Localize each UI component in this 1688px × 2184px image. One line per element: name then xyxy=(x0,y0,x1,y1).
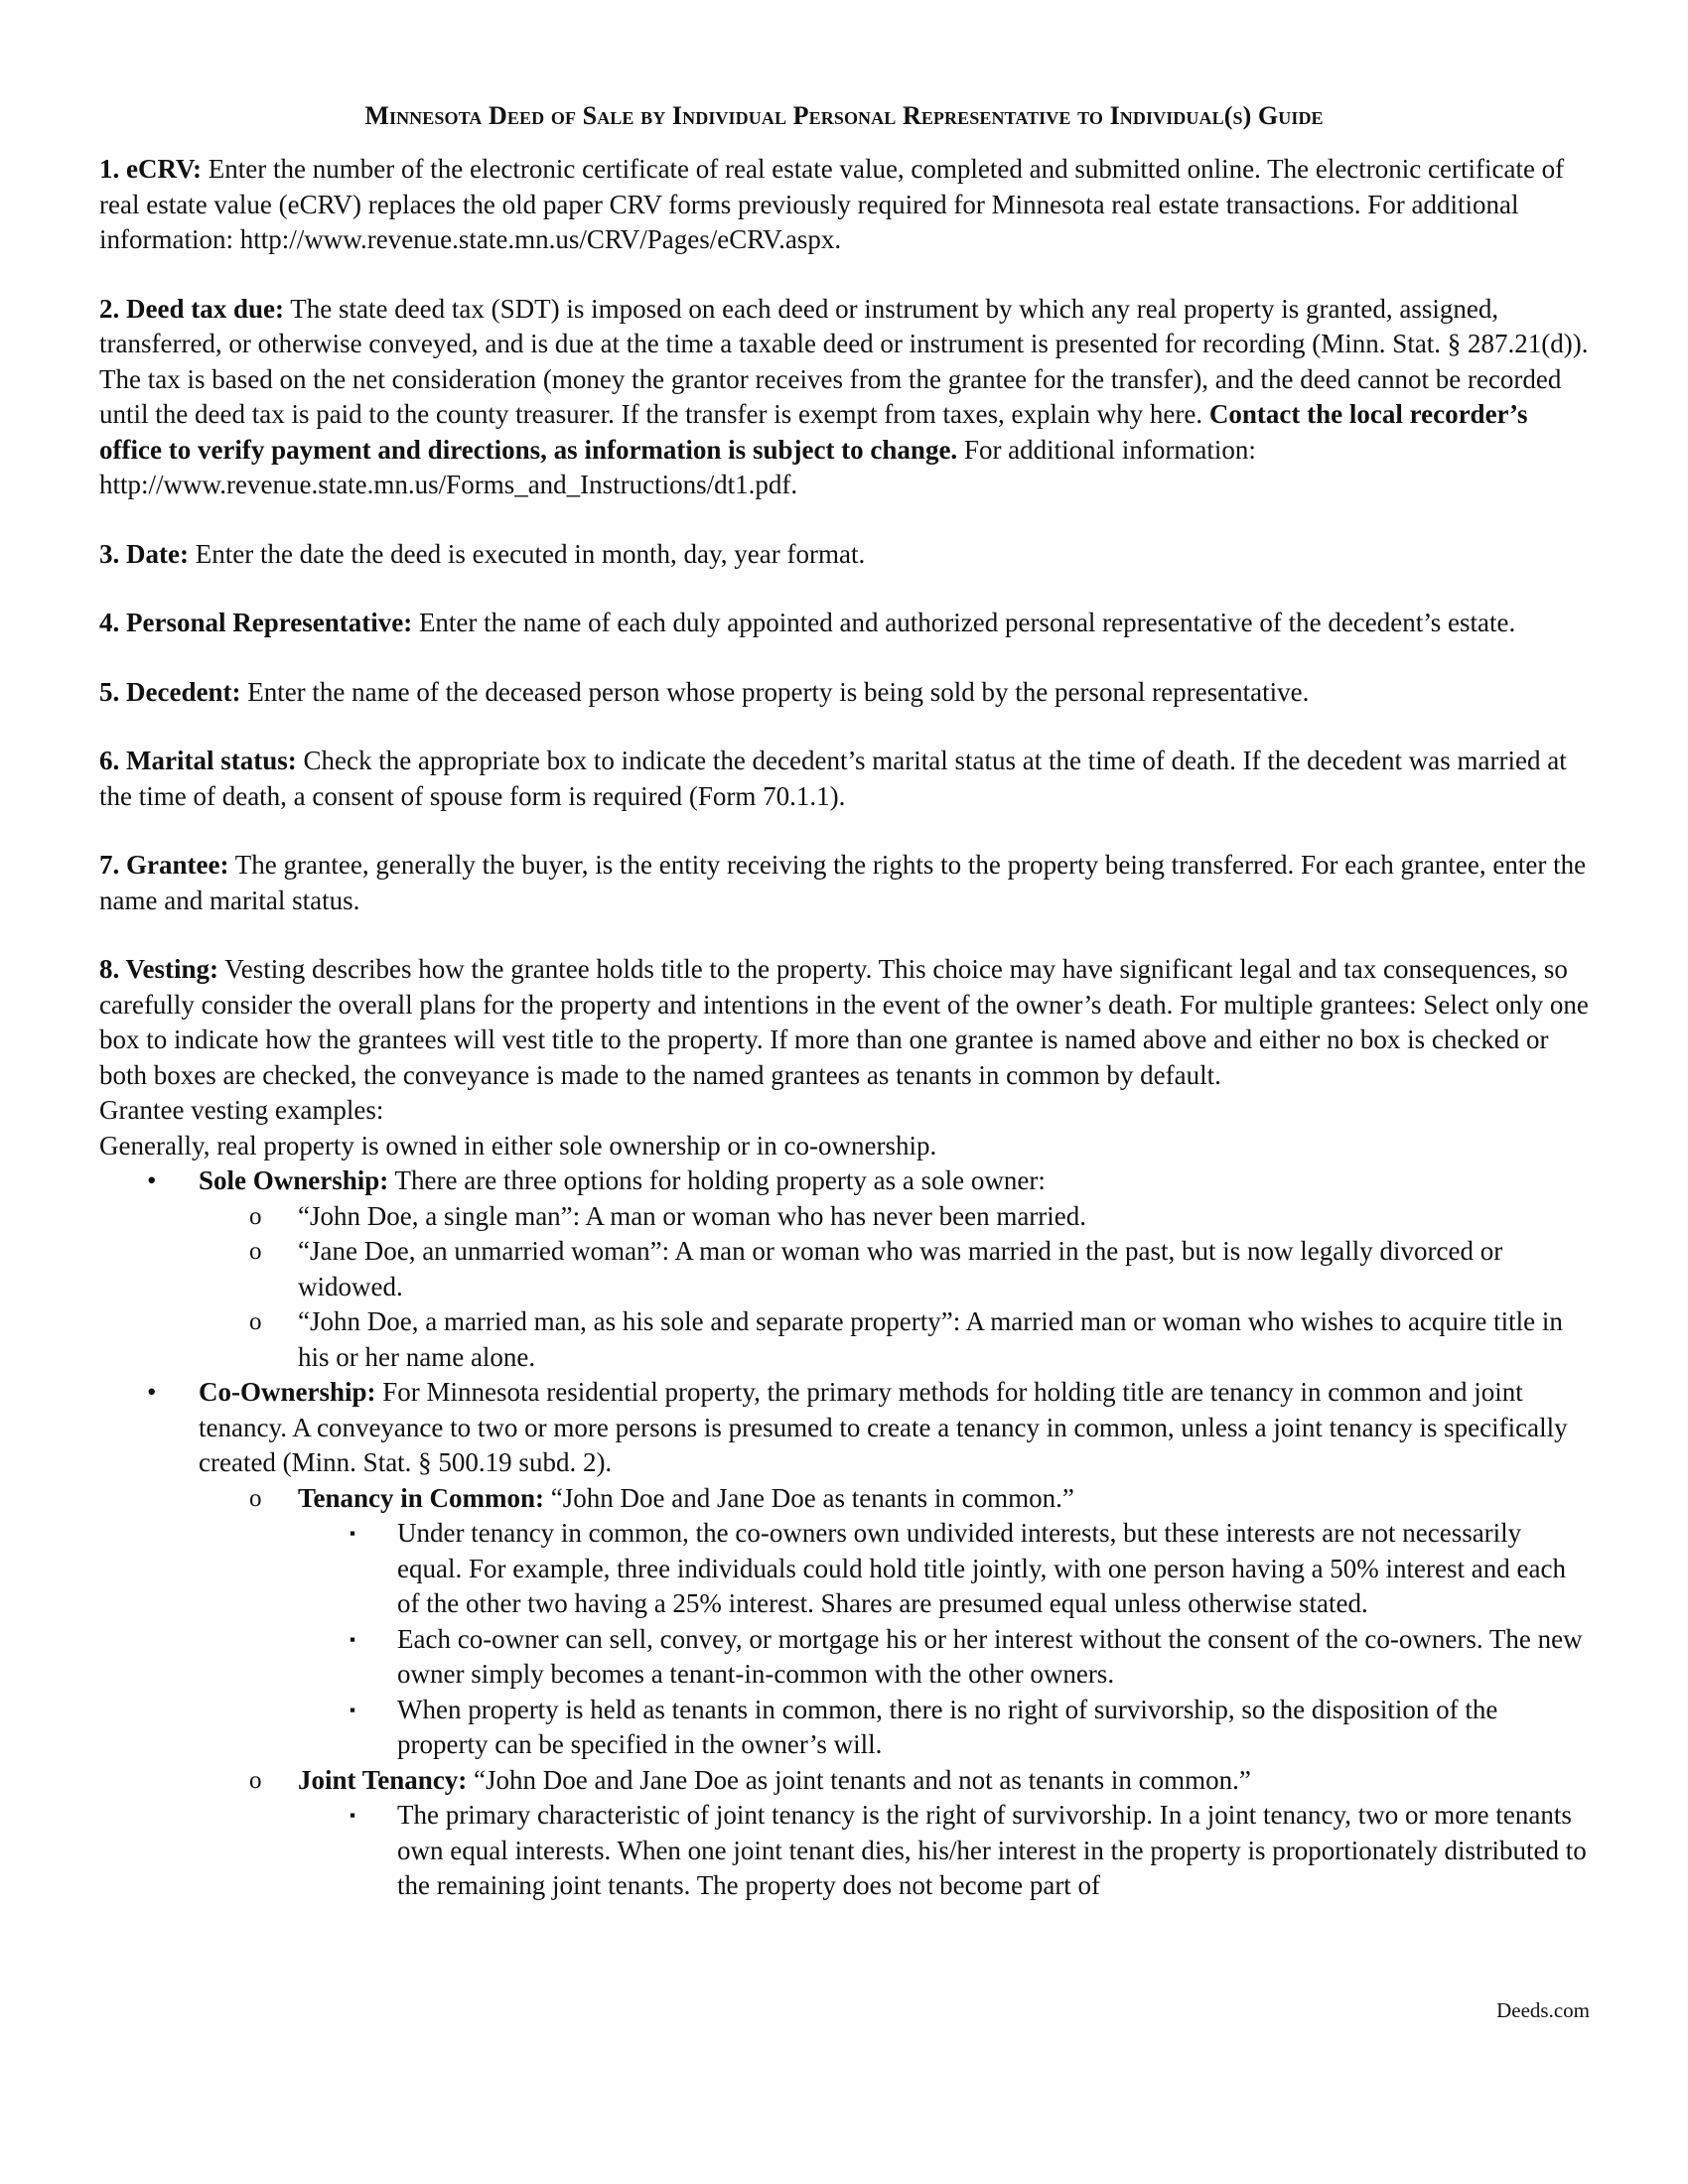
circle-bullet-icon: o xyxy=(249,1202,262,1230)
co-ownership-label: Co-Ownership: xyxy=(199,1377,376,1407)
list-item-sole-ownership xyxy=(99,1163,1589,1375)
detail-text: The primary characteristic of joint tenancy is the right of survivorship. In a joint tenancy, two or more tenants own equal interests. When one joint tenant dies, his/her interest in the property is proportionately distributed to the remaining joint tenants. The property does not become part of xyxy=(397,1800,1587,1900)
list-item-co-ownership xyxy=(99,1375,1589,1904)
section-grantee xyxy=(99,848,1589,918)
list-item xyxy=(298,1693,1589,1763)
circle-bullet-icon: o xyxy=(249,1238,262,1265)
section-personal-rep-label: 4. Personal Representative: xyxy=(99,608,413,637)
footer-brand: Deeds.com xyxy=(1496,1998,1590,2022)
section-vesting-text: Vesting describes how the grantee holds title to the property. This choice may have significant legal and tax consequences, so carefully consider the overall plans for the property and intentions in the event of the owner’s death. For multiple grantees: Select only one box to indicate how the grantees will vest title to the property. If more than one grantee is named above and either no box is checked or both boxes are checked, the conveyance is made to the named grantees as tenants in common by default. xyxy=(99,954,1589,1090)
section-deed-tax xyxy=(99,292,1589,503)
detail-text: Each co-owner can sell, convey, or mortgage his or her interest without the consent of the co-owners. The new owner simply becomes a tenant-in-common with the other owners. xyxy=(397,1623,1583,1689)
section-decedent-label: 5. Decedent: xyxy=(99,676,241,707)
section-ecrv-text: Enter the number of the electronic certificate of real estate value, completed and submitted online. The electronic certificate of real estate value (eCRV) replaces the old paper CRV forms previously required for Minnesota real estate transactions. For additional information: http://www.revenue.state.mn.us/CRV/Pages/eCRV.aspx. xyxy=(99,154,1565,254)
co-ownership-text: For Minnesota residential property, the primary methods for holding title are tenancy in common and joint tenancy. A conveyance to two or more persons is presumed to create a tenancy in common, unless a joint tenancy is specifically created (Minn. Stat. § 500.19 subd. 2). xyxy=(199,1377,1568,1477)
co-ownership-types xyxy=(199,1481,1589,1904)
square-bullet-icon: ▪ xyxy=(350,1700,356,1719)
sole-ownership-text: There are three options for holding property as a sole owner: xyxy=(388,1165,1046,1195)
guide-content xyxy=(99,99,1589,1904)
joint-tenancy-text: “John Doe and Jane Doe as joint tenants and not as tenants in common.” xyxy=(467,1764,1251,1795)
sole-option-text: “John Doe, a single man”: A man or woman who has never been married. xyxy=(298,1200,1087,1231)
section-decedent xyxy=(99,675,1589,711)
page-title: Minnesota Deed of Sale by Individual Personal Representative to Individual(s) Guide xyxy=(364,101,1324,130)
list-item xyxy=(199,1199,1589,1235)
list-item xyxy=(298,1622,1589,1693)
section-marital xyxy=(99,744,1589,814)
section-date-text: Enter the date the deed is executed in month, day, year format. xyxy=(188,538,866,569)
tenancy-in-common-text: “John Doe and Jane Doe as tenants in common.” xyxy=(544,1482,1074,1513)
list-item-joint-tenancy xyxy=(199,1763,1589,1904)
section-date xyxy=(99,537,1589,573)
square-bullet-icon: ▪ xyxy=(350,1806,356,1825)
section-ecrv xyxy=(99,152,1589,258)
circle-bullet-icon: o xyxy=(249,1484,262,1512)
section-marital-label: 6. Marital status: xyxy=(99,746,297,775)
section-vesting xyxy=(99,952,1589,1093)
sole-ownership-options xyxy=(199,1199,1589,1376)
section-date-label: 3. Date: xyxy=(99,538,189,569)
circle-bullet-icon: o xyxy=(249,1308,262,1335)
sole-ownership-label: Sole Ownership: xyxy=(199,1165,389,1195)
joint-tenancy-details xyxy=(298,1798,1589,1904)
section-deed-tax-text: The state deed tax (SDT) is imposed on each deed or instrument by which any real property is granted, assigned, transferred, or otherwise conveyed, and is due at the time a taxable deed or instrument is presented for recording (Minn. Stat. § 287.21(d)). The tax is based on the net consideration (money the grantor receives from the grantee for the transfer), and the deed cannot be recorded until the deed tax is paid to the county treasurer. If the transfer is exempt from taxes, explain why here. xyxy=(99,293,1589,429)
section-ecrv-label: 1. eCRV: xyxy=(99,154,203,184)
section-vesting-label: 8. Vesting: xyxy=(99,954,219,984)
section-deed-tax-notice: Contact the local recorder’s office to verify payment and directions, as information is subject to change. xyxy=(99,399,1528,465)
section-deed-tax-label: 2. Deed tax due: xyxy=(99,293,284,324)
bullet-icon: • xyxy=(147,1377,157,1407)
section-personal-rep xyxy=(99,606,1589,641)
list-item xyxy=(199,1304,1589,1375)
vesting-examples-intro: Generally, real property is owned in either sole ownership or in co-ownership. xyxy=(99,1130,937,1160)
square-bullet-icon: ▪ xyxy=(350,1524,356,1543)
bullet-icon: • xyxy=(147,1165,157,1195)
circle-bullet-icon: o xyxy=(249,1766,262,1794)
list-item xyxy=(298,1798,1589,1904)
section-grantee-label: 7. Grantee: xyxy=(99,850,229,880)
vesting-examples-heading: Grantee vesting examples: xyxy=(99,1095,384,1125)
tenancy-in-common-label: Tenancy in Common: xyxy=(298,1482,545,1513)
section-deed-tax-more: For additional information: http://www.revenue.state.mn.us/Forms_and_Instructions/dt1.pdf. xyxy=(99,434,1256,499)
section-personal-rep-text: Enter the name of each duly appointed and authorized personal representative of the decedent’s estate. xyxy=(412,608,1516,637)
sole-option-text: “John Doe, a married man, as his sole and separate property”: A married man or woman who wishes to acquire title in his or her name alone. xyxy=(298,1306,1563,1372)
list-item-tenancy-in-common xyxy=(199,1481,1589,1763)
ownership-list xyxy=(99,1163,1589,1904)
section-marital-text: Check the appropriate box to indicate the decedent’s marital status at the time of death. If the decedent was married at the time of death, a consent of spouse form is required (Form 70.1.1). xyxy=(99,746,1567,811)
detail-text: Under tenancy in common, the co-owners own undivided interests, but these interests are not necessarily equal. For example, three individuals could hold title jointly, with one person having a 50% interest and each of the other two having a 25% interest. Shares are presumed equal unless otherwise stated. xyxy=(397,1518,1566,1618)
section-decedent-text: Enter the name of the deceased person whose property is being sold by the personal representative. xyxy=(240,676,1310,707)
section-grantee-text: The grantee, generally the buyer, is the entity receiving the rights to the property being transferred. For each grantee, enter the name and marital status. xyxy=(99,850,1587,915)
list-item xyxy=(298,1516,1589,1622)
joint-tenancy-label: Joint Tenancy: xyxy=(298,1764,468,1795)
tenancy-in-common-details xyxy=(298,1516,1589,1763)
list-item xyxy=(199,1234,1589,1304)
square-bullet-icon: ▪ xyxy=(350,1629,356,1649)
sole-option-text: “Jane Doe, an unmarried woman”: A man or woman who was married in the past, but is now legally divorced or widowed. xyxy=(298,1236,1503,1301)
detail-text: When property is held as tenants in common, there is no right of survivorship, so the disposition of the property can be specified in the owner’s will. xyxy=(397,1694,1498,1759)
